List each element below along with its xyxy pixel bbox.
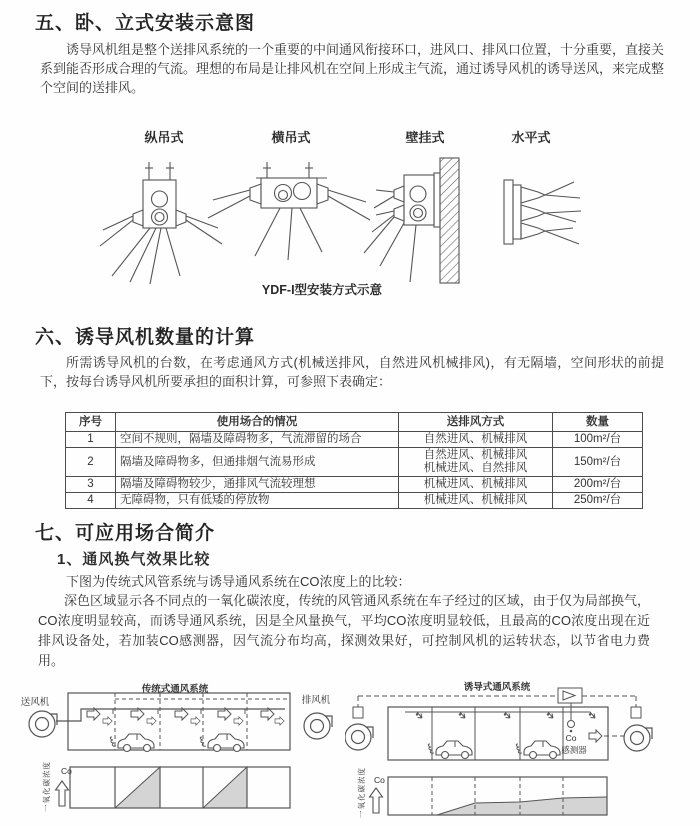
cell-qty: 100m²/台	[553, 432, 643, 448]
section7-subtitle: 1、通风换气效果比较	[57, 551, 211, 568]
co-sensor	[561, 721, 587, 756]
install-type-label: 壁挂式	[405, 130, 445, 145]
horizontal-hanging-unit-drawing	[208, 162, 370, 260]
garage-outline	[56, 693, 290, 750]
section7-paragraph2: 深色区域显示各不同点的一氧化碳浓度，传统的风管通风系统在车子经过的区域，由于仅为局部换气，CO浓度明显较高，而诱导通风系统，因是全风量换气，平均CO浓度明显较低，且最高的CO浓度出现在近排风设备处，若加装CO感测器，因气流分布均高，探测效果好，可控制风机的运转状态，以节省电力费用。	[38, 593, 650, 668]
exhaust-fan-label: 排风机	[301, 695, 331, 706]
co-axis-gas: Co	[61, 766, 72, 776]
cell-situation: 隔墙及障碍物较少，通排风气流较理想	[116, 477, 399, 493]
install-type-label: 水平式	[511, 130, 551, 145]
table-row	[66, 448, 643, 477]
section7-paragraph1: 下图为传统式风管系统与诱导通风系统在CO浓度上的比较：	[66, 574, 411, 589]
cell-qty: 250m²/台	[553, 493, 643, 509]
car-icon	[516, 741, 560, 759]
install-type-label: 横吊式	[271, 130, 311, 145]
supply-fan-icon	[29, 711, 57, 737]
cell-no: 1	[66, 432, 116, 448]
cell-situation: 空间不规则，隔墙及障碍物多，气流滞留的场合	[116, 432, 399, 448]
table-header-row	[66, 413, 643, 432]
horizontal-unit-drawing	[504, 180, 581, 244]
cell-no: 2	[66, 448, 116, 477]
up-arrow-icon	[370, 788, 383, 813]
traditional-system-title: 传统式通风系统	[141, 684, 209, 695]
cell-mode: 机械进风、机械排风	[399, 477, 553, 493]
col-header-qty: 数量	[553, 413, 643, 432]
co-chart-traditional	[41, 761, 290, 812]
table-row	[66, 493, 643, 509]
fan-count-table	[65, 412, 643, 509]
up-arrow-icon	[56, 781, 69, 806]
exhaust-fan-icon	[624, 725, 652, 751]
co-sensor-gas: Co	[565, 733, 577, 743]
cell-mode: 机械进风、机械排风	[399, 493, 553, 509]
section6-title: 六、诱导风机数量的计算	[35, 327, 256, 348]
col-header-mode: 送排风方式	[399, 413, 553, 432]
section6-paragraph: 所需诱导风机的台数，在考虑通风方式(机械送排风，自然进风机械排风)，有无隔墙，空间形状的前提下，按每台诱导风机所要承担的面积计算，可参照下表确定：	[40, 355, 664, 389]
traditional-system-diagram	[5, 676, 345, 826]
section7-title: 七、可应用场合简介	[35, 523, 216, 544]
col-header-situation: 使用场合的情况	[116, 413, 399, 432]
induction-system-diagram	[345, 676, 700, 826]
table-row	[66, 477, 643, 493]
vertical-hanging-unit-drawing	[100, 162, 222, 284]
exhaust-fan-icon	[304, 713, 332, 739]
section5-paragraph: 诱导风机组是整个送排风系统的一个重要的中间通风衔接环口，进风口、排风口位置，十分重要，直接关系到能否形成合理的气流。理想的布局是让排风机在空间上形成主气流，通过诱导风机的诱导送风，来完成整个空间的送排风。	[40, 42, 665, 95]
section5-title: 五、卧、立式安装示意图	[35, 13, 256, 34]
col-header-no: 序号	[66, 413, 116, 432]
table-row	[66, 432, 643, 448]
car-icon	[200, 734, 244, 752]
cell-qty: 200m²/台	[553, 477, 643, 493]
car-icon	[428, 741, 472, 759]
cell-no: 4	[66, 493, 116, 509]
induction-jets	[408, 712, 595, 718]
cell-mode: 自然进风、机械排风	[399, 432, 553, 448]
duct-airflow-arrows	[87, 708, 284, 725]
co-sensor-label: 感测器	[561, 745, 587, 755]
co-axis-label: 一氧化碳浓度	[42, 761, 51, 812]
cell-situation: 隔墙及障碍物多，但通排烟气流易形成	[116, 448, 399, 477]
cell-no: 3	[66, 477, 116, 493]
install-type-label: 纵吊式	[144, 130, 184, 145]
supply-fan-label: 送风机	[20, 697, 50, 708]
install-diagram-caption: YDF-I型安装方式示意	[261, 283, 383, 297]
co-axis-label: 一氧化碳浓度	[357, 767, 366, 818]
cell-mode: 自然进风、机械排风 机械进风、自然排风	[399, 448, 553, 477]
cell-qty: 150m²/台	[553, 448, 643, 477]
wall-mounted-unit-drawing	[364, 158, 459, 283]
co-axis-gas: Co	[374, 775, 385, 785]
co-chart-induction	[356, 767, 607, 818]
induction-system-title: 诱导式通风系统	[463, 682, 531, 693]
car-icon	[110, 734, 154, 752]
exhaust-arrow-icon	[589, 730, 602, 742]
installation-diagram	[0, 118, 700, 314]
cell-situation: 无障碍物，只有低矮的停放物	[116, 493, 399, 509]
supply-fan-icon	[345, 724, 373, 750]
